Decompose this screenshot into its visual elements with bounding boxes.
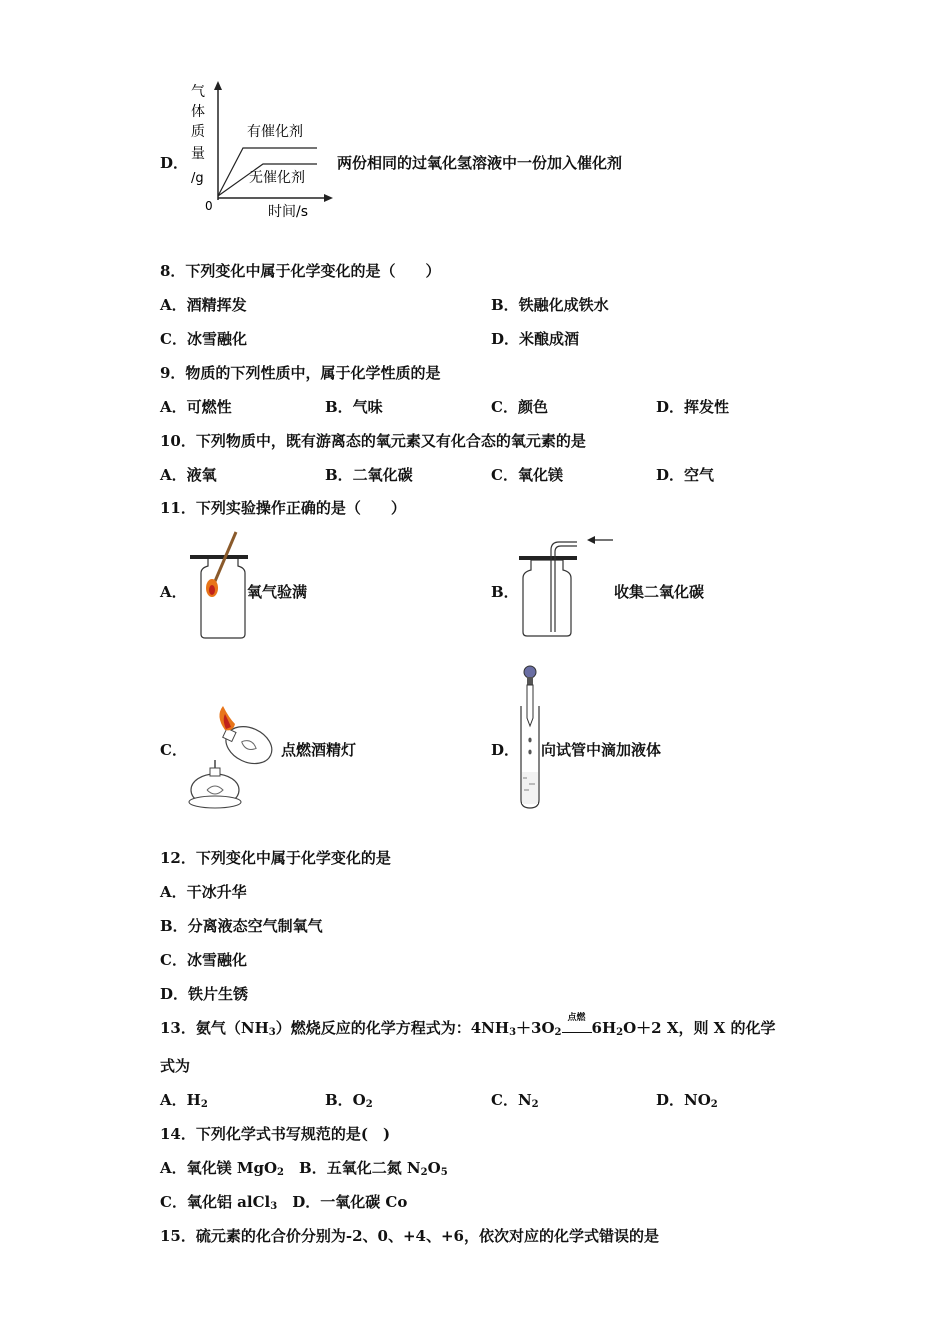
dropper-collar xyxy=(527,677,533,685)
graph-y-label-1: 气 xyxy=(191,84,205,100)
q10-option-b[interactable]: B．二氧化碳 xyxy=(325,466,413,484)
q9-option-a[interactable]: A．可燃性 xyxy=(160,398,232,416)
q10-option-c[interactable]: C．氧化镁 xyxy=(491,466,563,484)
q14-options-line1 xyxy=(160,1158,448,1183)
q11-option-c-text: 点燃酒精灯 xyxy=(281,741,357,759)
dropper-tube xyxy=(527,685,533,726)
bottle-stopper xyxy=(519,556,577,560)
graph-x-label: 时间/s xyxy=(268,204,309,220)
graph-y-arrow xyxy=(214,81,222,90)
q12-option-a[interactable]: A．干冰升华 xyxy=(160,883,247,901)
q12-option-d[interactable]: D．铁片生锈 xyxy=(160,985,249,1003)
q14-option-b[interactable]: B．五氧化二氮 $N_2O_5$ xyxy=(299,1159,448,1178)
q12-option-b[interactable]: B．分离液态空气制氧气 xyxy=(160,917,323,935)
q11-option-b-label[interactable]: B． xyxy=(491,583,519,601)
q9-option-b[interactable]: B．气味 xyxy=(325,398,383,416)
q14-option-a[interactable]: A．氧化镁 MgO$_2$ xyxy=(160,1159,284,1178)
q8-option-c[interactable]: C．冰雪融化 xyxy=(160,330,247,348)
q11-option-a-label[interactable]: A． xyxy=(160,583,187,601)
flame-core xyxy=(209,585,215,595)
graph-x-arrow xyxy=(324,194,333,202)
collection-bottle xyxy=(523,560,571,636)
q10-option-a[interactable]: A．液氧 xyxy=(160,466,217,484)
q7-option-d-label: D． xyxy=(160,154,189,172)
graph-y-label-4: 量 xyxy=(191,146,205,162)
q14-option-c[interactable]: C．氧化铝 alCl$_3$ xyxy=(160,1193,278,1212)
q14-stem: 14．下列化学式书写规范的是( ) xyxy=(160,1125,391,1143)
q13-stem-line1: 13．氨气$(NH_3)$燃烧反应的化学方程式为：$4NH_3+3O_2$ 点燃 $6H_2O+2$ X，则 X 的化学 xyxy=(160,1013,776,1038)
q10-stem: 10．下列物质中，既有游离态的氧元素又有化合态的氧元素的是 xyxy=(160,432,586,450)
q7-option-d-text: 两份相同的过氧化氢溶液中一份加入催化剂 xyxy=(337,154,623,172)
lower-lamp-base xyxy=(189,796,241,808)
graph-y-label-3: 质 xyxy=(191,124,205,140)
q9-option-d[interactable]: D．挥发性 xyxy=(656,398,730,416)
q7-mass-time-graph xyxy=(185,78,340,223)
q9-stem: 9．物质的下列性质中，属于化学性质的是 xyxy=(160,364,441,382)
glass-plate xyxy=(190,555,248,559)
q11-c-alcohol-lamp-figure xyxy=(185,702,285,812)
droplet-1 xyxy=(528,738,531,743)
dropper-bulb xyxy=(524,666,536,678)
q10-option-d[interactable]: D．空气 xyxy=(656,466,715,484)
q8-option-b[interactable]: B．铁融化成铁水 xyxy=(491,296,609,314)
q13-stem-line2: 式为 xyxy=(160,1057,191,1075)
q11-option-b-text: 收集二氧化碳 xyxy=(614,583,705,601)
graph-y-label-5: /g xyxy=(191,171,204,186)
q11-b-co2-collection-figure xyxy=(515,528,620,640)
q13-option-b[interactable]: B．$O_2$ xyxy=(325,1091,373,1110)
q11-d-dropper-figure xyxy=(515,660,545,810)
q8-option-a[interactable]: A．酒精挥发 xyxy=(160,296,247,314)
graph-origin: 0 xyxy=(205,199,213,213)
tube-liquid xyxy=(522,772,538,804)
q13-option-d[interactable]: D．$NO_2$ xyxy=(656,1091,718,1110)
q14-option-d[interactable]: D．一氧化碳 Co xyxy=(292,1193,408,1211)
q11-a-oxygen-test-figure xyxy=(188,528,250,640)
q11-option-d-label[interactable]: D． xyxy=(491,741,520,759)
q13-option-a[interactable]: A．$H_2$ xyxy=(160,1091,208,1110)
gas-jar xyxy=(201,558,245,638)
q11-stem: 11．下列实验操作正确的是（ ） xyxy=(160,499,406,517)
q12-stem: 12．下列变化中属于化学变化的是 xyxy=(160,849,391,867)
reaction-condition: 点燃 xyxy=(567,1013,586,1023)
q8-stem: 8．下列变化中属于化学变化的是（ ） xyxy=(160,262,441,280)
q11-option-d-text: 向试管中滴加液体 xyxy=(541,741,662,759)
graph-label-without: 无催化剂 xyxy=(249,170,305,186)
q14-options-line2 xyxy=(160,1192,407,1217)
q8-option-d[interactable]: D．米酿成酒 xyxy=(491,330,580,348)
lower-lamp-neck xyxy=(210,768,220,776)
droplet-2 xyxy=(528,750,531,755)
q15-stem: 15．硫元素的化合价分别为-2、0、+4、+6，依次对应的化学式错误的是 xyxy=(160,1227,659,1245)
q11-option-a-text: 氧气验满 xyxy=(247,583,308,601)
gas-flow-arrow-head xyxy=(587,536,595,544)
q9-option-c[interactable]: C．颜色 xyxy=(491,398,548,416)
q12-option-c[interactable]: C．冰雪融化 xyxy=(160,951,247,969)
graph-label-with: 有催化剂 xyxy=(247,124,303,140)
q13-option-c[interactable]: C．$N_2$ xyxy=(491,1091,539,1110)
q11-option-c-label[interactable]: C． xyxy=(160,741,187,759)
graph-y-label-2: 体 xyxy=(191,104,205,120)
